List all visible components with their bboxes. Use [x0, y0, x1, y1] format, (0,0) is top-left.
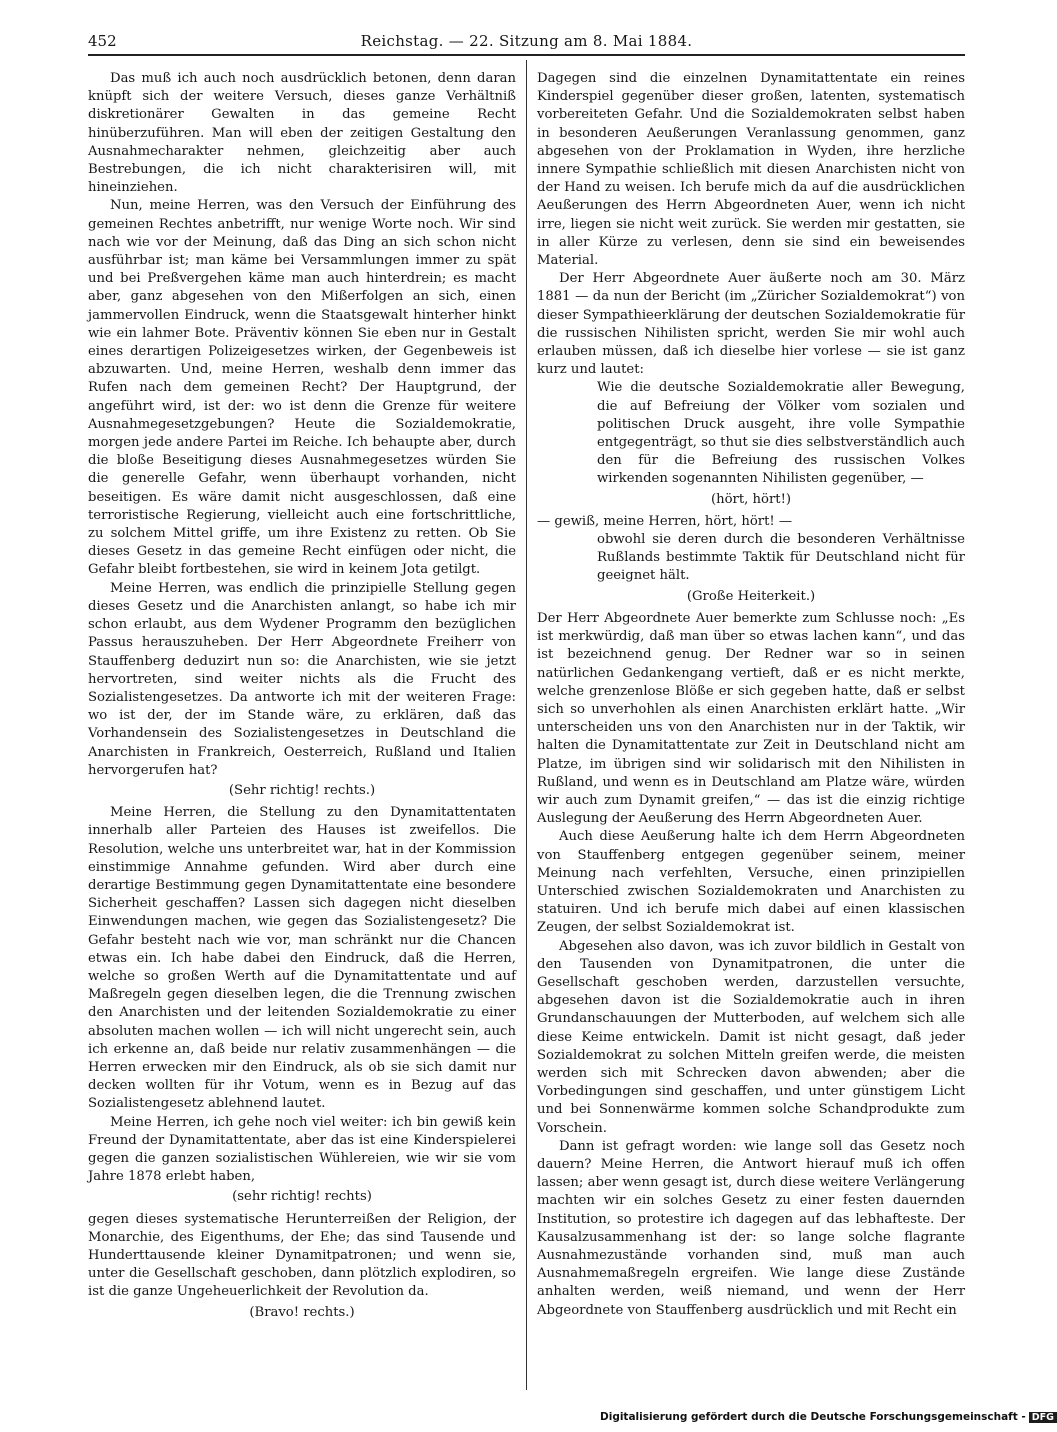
- page-number: 452: [88, 32, 117, 50]
- stage-direction: (Große Heiterkeit.): [686, 588, 816, 604]
- paragraph: Der Herr Abgeordnete Auer bemerkte zum Schlusse noch: „Es ist merkwürdig, daß man über so etwas lachen kann“, und das ist bezeichnend genug. Der Redner war so in seinen natürlichen Gedankengang vertieft, daß er es nicht merkte, welche grenzenlose Blöße er sich gegeben hatte, daß er selbst sich so unverhohlen als einen Anarchisten erklärt hatte. „Wir unterscheiden uns von den Anarchisten nur in der Taktik, wir halten die Dynamitattentate zur Zeit in Deutschland nicht am Platze, im übrigen sind wir solidarisch mit den Nihilisten in Rußland, und wenn es in Deutschland am Platze wäre, würden wir auch zum Dynamit greifen,“ — das ist die einzig richtige Auslegung der Aeußerung des Herrn Abgeordneten Auer.: [537, 610, 965, 827]
- paragraph: Der Herr Abgeordnete Auer äußerte noch am 30. März 1881 — da nun der Bericht (im „Züricher Sozialdemokrat“) von dieser Sympathieerklärung der deutschen Sozialdemokratie für die russischen Nihilisten spricht, werden Sie mir wohl auch erlauben müssen, daß ich dieselbe hier vorlese — sie ist ganz kurz und lautet:: [537, 271, 965, 378]
- stage-direction: (hört, hört!): [710, 491, 792, 507]
- paragraph: Meine Herren, die Stellung zu den Dynamitattentaten innerhalb aller Parteien des Hauses ist zweifellos. Die Resolution, welche uns unterbreitet war, hat in der Kommission einstimmige Annahme gefunden. Wird aber durch eine derartige Bestimmung gegen Dynamitattentate eine besondere Sicherheit geschaffen? Lassen sich dagegen nicht dieselben Einwendungen machen, wie gegen das Sozialistengesetz? Die Gefahr besteht nach wie vor, man schränkt nur die Chancen etwas ein. Ich habe dabei den Eindruck, daß die Herren, welche so großen Werth auf die Dynamitattentate und auf Maßregeln gegen dieselben legen, die die Trennung zwischen den Anarchisten und der leitenden Sozialdemokratie zu einer absoluten machen wollen — ich will nicht ungerecht sein, auch ich erkenne an, daß beide nur relativ zusammenhängen — die Herren erwecken mir den Eindruck, als ob sie sich damit nur decken wollten für ihr Votum, wenn es in Bezug auf das Sozialistengesetz ablehnend lautet.: [88, 805, 516, 1112]
- paragraph: Nun, meine Herren, was den Versuch der Einführung des gemeinen Rechtes anbetrifft, nur wenige Worte noch. Wir sind nach wie vor der Meinung, daß das Ding an sich schon nicht ausführbar ist; man käme bei Versammlungen immer zu spät und bei Preßvergehen käme man auch hinterdrein; es macht aber, ganz abgesehen von den Mißerfolgen an sich, einen jammervollen Eindruck, wenn die Staatsgewalt hinterher hinkt wie ein lahmer Bote. Präventiv können Sie eben nur in Gestalt eines derartigen Polizeigesetzes wirken, der Gegenbeweis ist abzuwarten. Und, meine Herren, weshalb denn immer das Rufen nach dem gemeinen Recht? Der Hauptgrund, der angeführt wird, ist der: wo ist denn die Grenze für weitere Ausnahmegesetzgebungen? Heute die Sozialdemokratie, morgen jede andere Partei im Reiche. Ich behaupte aber, durch die bloße Beseitigung dieses Ausnahmegesetzes würden Sie die generelle Gefahr, wenn überhaupt vorhanden, nicht beseitigen. Es wäre damit nicht ausgeschlossen, daß eine terroristische Regierung, vielleicht auch eine fortschrittliche, zu solchem Mittel griffe, um ihre Existenz zu retten. Ob Sie dieses Gesetz in das gemeine Recht einfügen oder nicht, die Gefahr bleibt fortbestehen, sie wird in keinem Jota getilgt.: [88, 198, 516, 578]
- quotation: obwohl sie deren durch die besonderen Verhältnisse Rußlands bestimmte Taktik für Deutschland nicht für geeignet hält.: [597, 532, 965, 584]
- paragraph: gegen dieses systematische Herunterreißen der Religion, der Monarchie, des Eigenthums, der Ehe; das sind Tausende und Hunderttausende kleiner Dynamitpatronen; und wenn sie, unter die Gesellschaft geschoben, dann plötzlich explodiren, so ist die ganze Ungeheuerlichkeit der Revolution da.: [88, 1211, 516, 1300]
- running-head: Reichstag. — 22. Sitzung am 8. Mai 1884.: [360, 32, 693, 50]
- paragraph: Dagegen sind die einzelnen Dynamitattentate ein reines Kinderspiel gegenüber dieser großen, latenten, systematisch vorbereiteten Gefahr. Und die Sozialdemokraten selbst haben in besonderen Aeußerungen Veranlassung genommen, ganz abgesehen von der Proklamation in Wyden, ihre herzliche innere Sympathie schließlich mit diesen Anarchisten nicht von der Hand zu weisen. Ich berufe mich da auf die ausdrücklichen Aeußerungen des Herrn Abgeordneten Auer, wenn ich nicht irre, liegen sie nicht weit zurück. Sie werden mir gestatten, sie in aller Kürze zu verlesen, denn sie sind ein beweisendes Material.: [537, 71, 965, 269]
- stage-direction: (Bravo! rechts.): [249, 1304, 355, 1320]
- stage-direction: (Sehr richtig! rechts.): [228, 782, 376, 798]
- column-divider: [526, 60, 527, 1390]
- right-column: [537, 70, 965, 1320]
- dfg-logo: DFG: [1029, 1412, 1057, 1423]
- paragraph: Auch diese Aeußerung halte ich dem Herrn Abgeordneten von Stauffenberg entgegen gegenüber seinem, meiner Meinung nach verfehlten, Versuche, einen prinzipiellen Unterschied zwischen Sozialdemokraten und Anarchisten zu statuiren. Und ich berufe mich dabei auf einen klassischen Zeugen, der selbst Sozialdemokrat ist.: [537, 829, 965, 936]
- paragraph: Meine Herren, ich gehe noch viel weiter: ich bin gewiß kein Freund der Dynamitattentate, aber das ist eine Kinderspielerei gegen die ganzen sozialistischen Wühlereien, wie wir sie vom Jahre 1878 erlebt haben,: [88, 1114, 516, 1185]
- credit-text: Digitalisierung gefördert durch die Deutsche Forschungsgemeinschaft -: [600, 1411, 1026, 1423]
- stage-direction: (sehr richtig! rechts): [232, 1189, 372, 1205]
- paragraph: Abgesehen also davon, was ich zuvor bildlich in Gestalt von den Tausenden von Dynamitpatronen, die unter die Gesellschaft geschoben werden, darzustellen versuchte, abgesehen davon ist die Sozialdemokratie auch in ihren Grundanschauungen der Mutterboden, auf welchem sich alle diese Keime entwickeln. Damit ist nicht gesagt, daß jeder Sozialdemokrat zu solchen Mitteln greifen werde, die meisten werden sich mit Schrecken davon abwenden; aber die Vorbedingungen sind geschaffen, und unter günstigem Licht und bei Sonnenwärme kommen solche Schandprodukte zum Vorschein.: [537, 938, 965, 1136]
- header-rule: [88, 54, 965, 56]
- paragraph: — gewiß, meine Herren, hört, hört! —: [537, 513, 793, 529]
- digitization-credit: [600, 1411, 1054, 1427]
- paragraph: Das muß ich auch noch ausdrücklich betonen, denn daran knüpft sich der weitere Versuch, dieses ganze Verhältniß diskretionärer Gewalten in das gemeine Recht hinüberzuführen. Man will eben der zeitigen Gestaltung den Ausnahmecharakter nehmen, gleichzeitig aber auch Bestrebungen, die ich nicht charakterisiren will, mit hineinziehen.: [88, 71, 516, 196]
- page-header: [88, 30, 965, 56]
- paragraph: Meine Herren, was endlich die prinzipielle Stellung gegen dieses Gesetz und die Anarchisten anlangt, so habe ich mir schon erlaubt, aus dem Wydener Programm den bezüglichen Passus herauszuheben. Der Herr Abgeordnete Freiherr von Stauffenberg deduzirt nun so: die Anarchisten, wie sie jetzt hervortreten, sind weiter nichts als die Frucht des Sozialistengesetzes. Da antworte ich mit der weiteren Frage: wo ist der, der im Stande wäre, zu erklären, daß das Vorhandensein des Sozialistengesetzes in Deutschland die Anarchisten in Frankreich, Oesterreich, Rußland und Italien hervorgerufen hat?: [88, 580, 516, 778]
- paragraph: Dann ist gefragt worden: wie lange soll das Gesetz noch dauern? Meine Herren, die Antwort hierauf muß ich offen lassen; aber wenn gesagt ist, durch diese weitere Verlängerung machten wir ein solches Gesetz zu einer festen dauernden Institution, so protestire ich dagegen auf das lebhafteste. Der Kausalzusammenhang ist der: so lange solche flagrante Ausnahmezustände vorhanden sind, muß man auch Ausnahmemaßregeln ergreifen. Wie lange diese Zustände anhalten werden, weiß niemand, und wenn der Herr Abgeordnete von Stauffenberg ausdrücklich und mit Recht ein: [537, 1138, 965, 1318]
- left-column: [88, 70, 516, 1326]
- quotation: Wie die deutsche Sozialdemokratie aller Bewegung, die auf Befreiung der Völker vom sozialen und politischen Druck ausgeht, ihre volle Sympathie entgegenträgt, so thut sie dies selbstverständlich auch den für die Befreiung des russischen Volkes wirkenden sogenannten Nihilisten gegenüber, —: [597, 380, 965, 487]
